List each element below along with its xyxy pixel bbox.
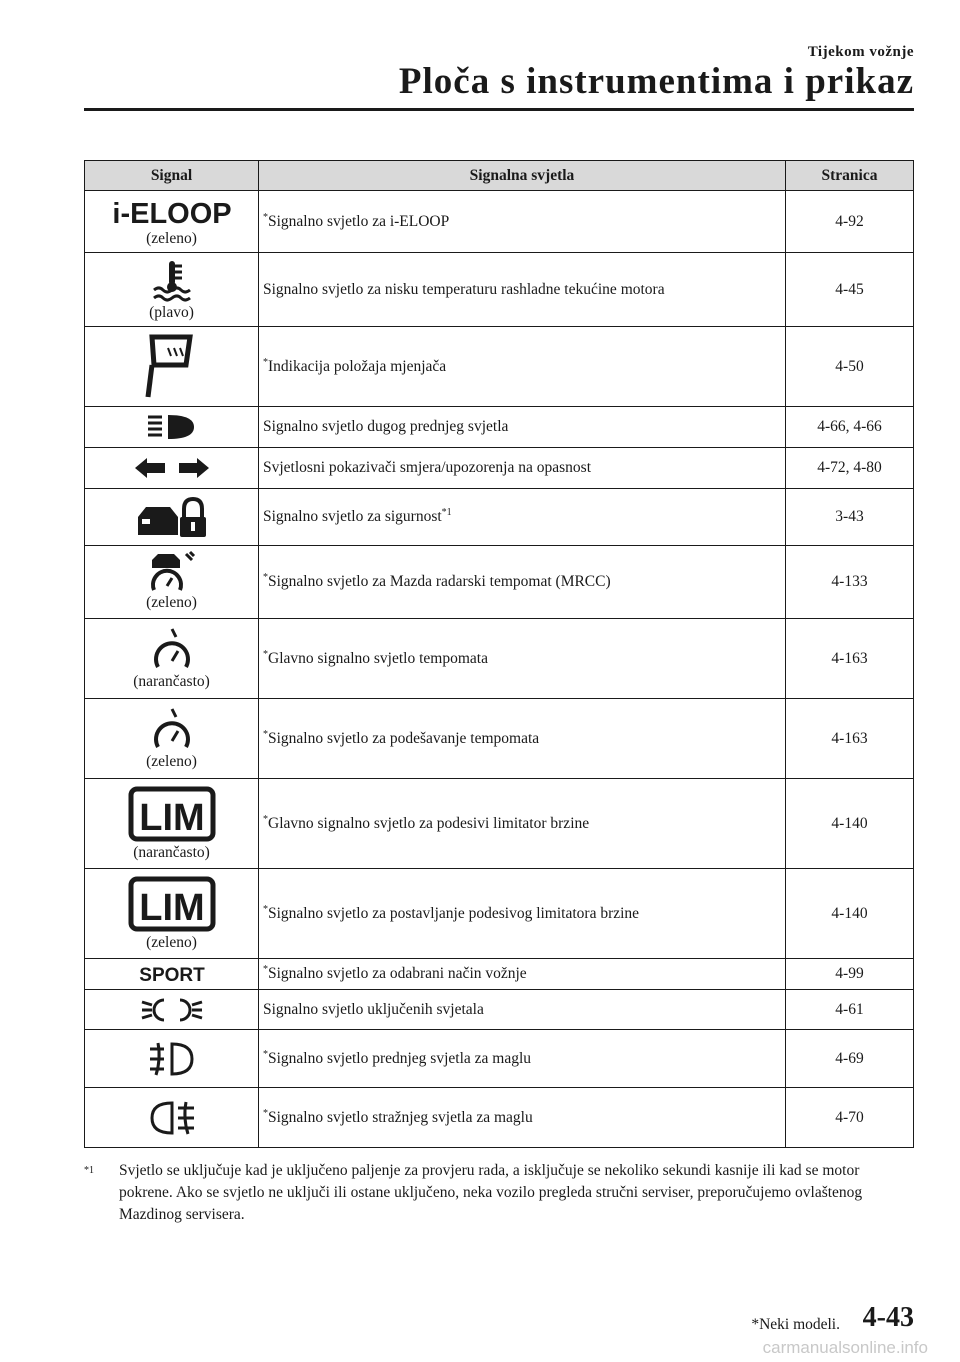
- page-cell: 4-72, 4-80: [786, 448, 914, 489]
- section-label: Tijekom vožnje: [807, 44, 914, 60]
- rear-fog-icon: [148, 1100, 196, 1136]
- icon-caption: (zeleno): [146, 229, 197, 247]
- security-car-lock-icon: [134, 495, 210, 539]
- signal-cell: [85, 1088, 259, 1148]
- page-cell: 4-140: [786, 869, 914, 959]
- icon-caption: (zeleno): [146, 752, 197, 770]
- signal-cell: [85, 779, 259, 869]
- footnote-text: Svjetlo se uključuje kad je uključeno paljenje za provjeru rada, a isključuje se nekoliko sekundi kasnije ili kad se motor pokrene. Ako se svjetlo ne uključi ili ostane uključeno, neka vozilo pregleda stručni serviser, preporučujemo ovlaštenog Mazdinog servisera.: [119, 1162, 863, 1223]
- table-header-row: [85, 161, 914, 191]
- lights-on-icon: [140, 996, 204, 1024]
- description-cell: Signalno svjetlo dugog prednjeg svjetla: [259, 407, 786, 448]
- icon-caption: (narančasto): [133, 672, 210, 690]
- header-rule: [84, 108, 914, 111]
- description-cell: Signalno svjetlo za sigurnost$^{*1}$: [259, 489, 786, 546]
- table-row: [85, 489, 914, 546]
- description-cell: *Signalno svjetlo za postavljanje podesivog limitatora brzine: [259, 869, 786, 959]
- radar-cruise-icon: [144, 552, 200, 592]
- table-row: [85, 779, 914, 869]
- table-row: [85, 191, 914, 253]
- page-cell: 4-70: [786, 1088, 914, 1148]
- table-row: [85, 1030, 914, 1088]
- header-light: Signalna svjetla: [259, 161, 786, 191]
- description-cell: Signalno svjetlo uključenih svjetala: [259, 990, 786, 1030]
- description-cell: *Signalno svjetlo za odabrani način vožnje: [259, 959, 786, 990]
- front-fog-icon: [148, 1041, 196, 1077]
- table-row: [85, 869, 914, 959]
- svg-text:SPORT: SPORT: [138, 965, 205, 986]
- table-row: [85, 619, 914, 699]
- header-signal: Signal: [85, 161, 259, 191]
- page-cell: 4-69: [786, 1030, 914, 1088]
- table-row: [85, 546, 914, 619]
- page-cell: 4-50: [786, 327, 914, 407]
- signal-cell: [85, 448, 259, 489]
- signal-cell: [85, 191, 259, 253]
- page-cell: 4-45: [786, 253, 914, 327]
- description-cell: *Signalno svjetlo za i-ELOOP: [259, 191, 786, 253]
- footnote: [84, 1160, 914, 1226]
- svg-text:LIM: LIM: [138, 886, 205, 929]
- icon-caption: (zeleno): [146, 594, 197, 611]
- description-cell: *Glavno signalno svjetlo tempomata: [259, 619, 786, 699]
- description-cell: *Signalno svjetlo za Mazda radarski tempomat (MRCC): [259, 546, 786, 619]
- lim-main-icon: [128, 786, 216, 842]
- table-row: [85, 407, 914, 448]
- icon-caption: (zeleno): [146, 933, 197, 951]
- watermark: carmanualsonline.info: [762, 1338, 928, 1357]
- signal-cell: [85, 489, 259, 546]
- signal-cell: [85, 959, 259, 990]
- signal-cell: [85, 699, 259, 779]
- table-row: [85, 253, 914, 327]
- page-cell: 4-140: [786, 779, 914, 869]
- page-note: *Neki modeli.: [751, 1316, 840, 1333]
- signal-cell: [85, 546, 259, 619]
- signal-cell: [85, 869, 259, 959]
- svg-text:LIM: LIM: [138, 796, 205, 839]
- page-cell: 3-43: [786, 489, 914, 546]
- footnote-mark: *1: [84, 1165, 94, 1176]
- page-cell: 4-61: [786, 990, 914, 1030]
- signal-cell: [85, 990, 259, 1030]
- table-row: [85, 327, 914, 407]
- header-page: Stranica: [786, 161, 914, 191]
- table-row: [85, 959, 914, 990]
- svg-text:i-ELOOP: i-ELOOP: [111, 197, 232, 230]
- description-cell: *Signalno svjetlo prednjeg svjetla za maglu: [259, 1030, 786, 1088]
- description-cell: Signalno svjetlo za nisku temperaturu rashladne tekućine motora: [259, 253, 786, 327]
- description-cell: *Indikacija položaja mjenjača: [259, 327, 786, 407]
- high-beam-icon: [146, 413, 198, 441]
- signal-cell: [85, 327, 259, 407]
- table-row: [85, 1088, 914, 1148]
- description-cell: *Signalno svjetlo stražnjeg svjetla za maglu: [259, 1088, 786, 1148]
- cruise-main-icon: [150, 627, 194, 671]
- page-cell: 4-92: [786, 191, 914, 253]
- page-cell: 4-163: [786, 619, 914, 699]
- signal-cell: [85, 407, 259, 448]
- signal-cell: [85, 253, 259, 327]
- gear-position-icon: [144, 333, 200, 401]
- lim-set-icon: [128, 876, 216, 932]
- i-eloop-icon: [111, 196, 232, 230]
- signal-cell: [85, 619, 259, 699]
- page-cell: 4-99: [786, 959, 914, 990]
- turn-signal-arrows-icon: [133, 456, 211, 480]
- table-row: [85, 990, 914, 1030]
- icon-caption: (narančasto): [133, 843, 210, 861]
- page-cell: 4-133: [786, 546, 914, 619]
- description-cell: *Glavno signalno svjetlo za podesivi limitator brzine: [259, 779, 786, 869]
- cruise-set-icon: [150, 707, 194, 751]
- page-cell: 4-163: [786, 699, 914, 779]
- page-number: 4-43: [862, 1302, 914, 1333]
- signal-table: [84, 160, 914, 1148]
- coolant-temperature-icon: [150, 258, 194, 302]
- signal-cell: [85, 1030, 259, 1088]
- page-cell: 4-66, 4-66: [786, 407, 914, 448]
- table-row: [85, 699, 914, 779]
- description-cell: Svjetlosni pokazivači smjera/upozorenja na opasnost: [259, 448, 786, 489]
- page-title: Ploča s instrumentima i prikaz: [398, 61, 914, 102]
- icon-caption: (plavo): [149, 303, 194, 321]
- table-row: [85, 448, 914, 489]
- sport-mode-icon: [130, 963, 214, 985]
- description-cell: *Signalno svjetlo za podešavanje tempomata: [259, 699, 786, 779]
